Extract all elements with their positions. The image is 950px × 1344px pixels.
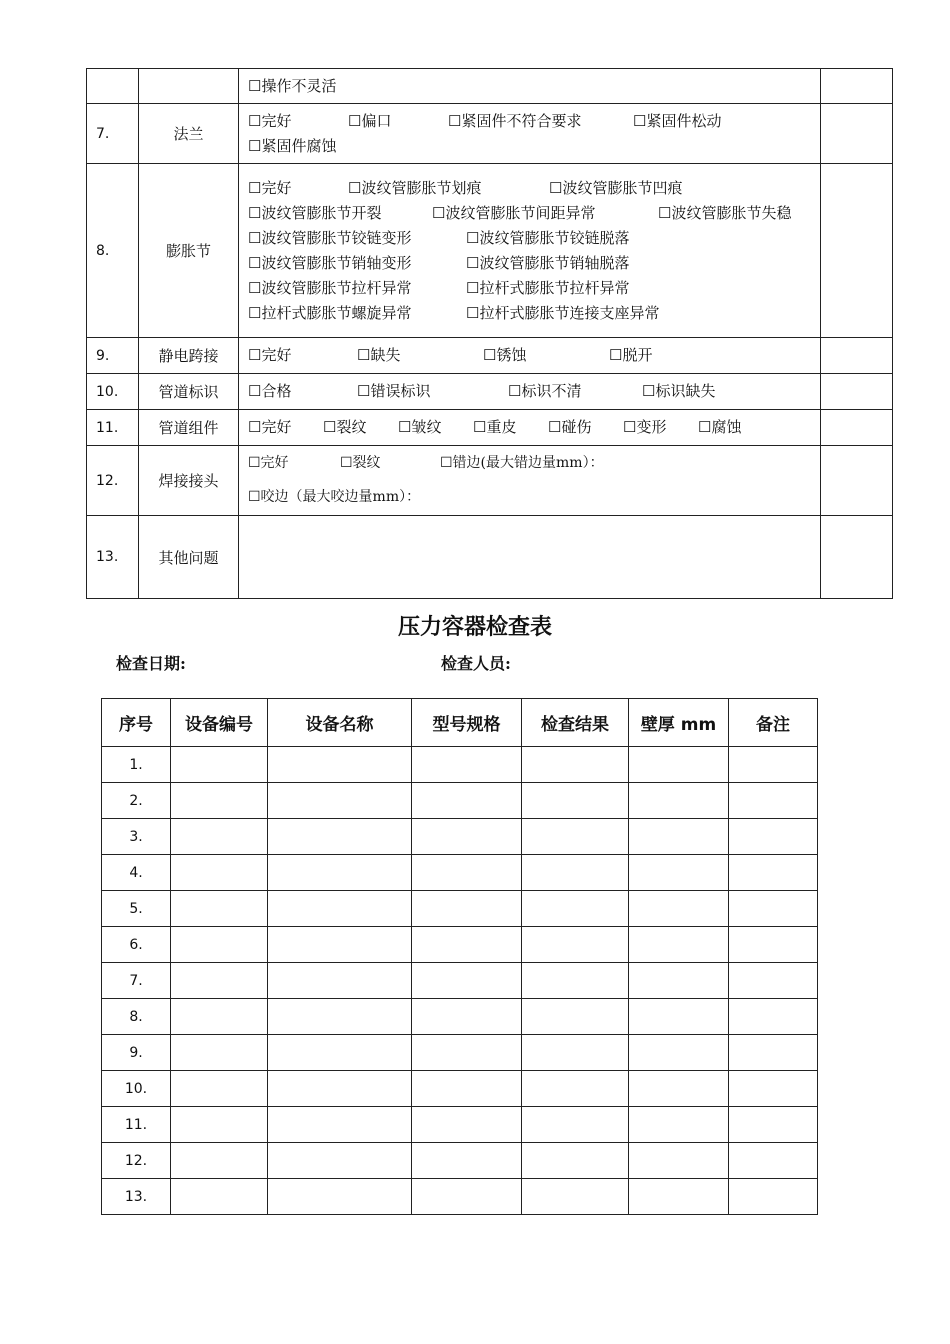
header-cell-model: 型号规格 — [412, 699, 522, 747]
table-cell[interactable] — [412, 927, 522, 963]
checkbox-option[interactable]: ☐碰伤 — [548, 418, 592, 436]
table-row — [102, 1107, 818, 1143]
table-row — [87, 410, 893, 446]
table-cell[interactable] — [629, 1035, 729, 1071]
table-cell[interactable] — [268, 927, 412, 963]
vessel-table-body — [102, 747, 818, 1215]
inspection-date-label: 检查日期: — [116, 654, 186, 673]
row-number: 6. — [102, 927, 171, 963]
table-row — [87, 338, 893, 374]
table-cell[interactable] — [412, 891, 522, 927]
table-cell[interactable] — [412, 1107, 522, 1143]
checkbox-option[interactable]: ☐波纹管膨胀节销轴脱落 — [466, 253, 630, 272]
table-row — [102, 1143, 818, 1179]
section-title: 压力容器检查表 — [397, 614, 552, 640]
checkbox-option[interactable]: ☐锈蚀 — [483, 346, 527, 364]
checkbox-option[interactable]: ☐波纹管膨胀节凹痕 — [549, 178, 683, 197]
table-row — [102, 1071, 818, 1107]
item-name: 静电跨接 — [139, 338, 239, 374]
item-name: 管道标识 — [139, 374, 239, 410]
row-number: 8. — [102, 999, 171, 1035]
table-cell[interactable] — [268, 1107, 412, 1143]
item-name: 法兰 — [139, 104, 239, 164]
checkbox-option[interactable]: ☐裂纹 — [323, 418, 367, 436]
remark-cell — [821, 446, 893, 516]
item-name: 管道组件 — [139, 410, 239, 446]
table-cell[interactable] — [522, 783, 629, 819]
checkbox-option[interactable]: ☐错边(最大错边量mm）： — [440, 455, 604, 471]
table-cell[interactable] — [522, 999, 629, 1035]
table-cell[interactable] — [629, 1107, 729, 1143]
table-cell[interactable] — [412, 999, 522, 1035]
checkbox-option[interactable]: ☐咬边（最大咬边量mm）： — [248, 489, 421, 505]
table-row — [87, 446, 893, 516]
table-cell[interactable] — [522, 963, 629, 999]
table-cell[interactable] — [522, 1071, 629, 1107]
table-cell[interactable] — [171, 999, 268, 1035]
table-cell[interactable] — [412, 783, 522, 819]
header-cell-equipment-name: 设备名称 — [268, 699, 412, 747]
row-number: 3. — [102, 819, 171, 855]
checkbox-option[interactable]: ☐重皮 — [473, 418, 517, 436]
checkbox-option[interactable]: ☐波纹管膨胀节划痕 — [348, 178, 482, 197]
checkbox-option[interactable]: ☐合格 — [248, 382, 292, 400]
header-cell-remark: 备注 — [729, 699, 818, 747]
table-cell[interactable] — [729, 747, 818, 783]
item-name: 其他问题 — [139, 516, 239, 599]
table-cell[interactable] — [729, 927, 818, 963]
header-cell-thickness: 壁厚 mm — [629, 699, 729, 747]
table-cell[interactable] — [522, 819, 629, 855]
checkbox-option[interactable]: ☐拉杆式膨胀节连接支座异常 — [466, 303, 660, 322]
table-cell[interactable] — [171, 783, 268, 819]
table-cell[interactable] — [268, 855, 412, 891]
checkbox-option[interactable]: ☐脱开 — [609, 346, 653, 364]
table-cell[interactable] — [268, 1179, 412, 1215]
remark-cell — [821, 374, 893, 410]
row-number: 12. — [102, 1143, 171, 1179]
remark-cell — [821, 338, 893, 374]
table-cell[interactable] — [629, 1143, 729, 1179]
table-cell[interactable] — [629, 963, 729, 999]
table-cell[interactable] — [629, 1179, 729, 1215]
table-cell[interactable] — [729, 1071, 818, 1107]
checkbox-option[interactable]: ☐紧固件腐蚀 — [248, 136, 337, 155]
table-cell[interactable] — [729, 1143, 818, 1179]
checkbox-option[interactable]: ☐紧固件松动 — [633, 111, 722, 130]
row-number — [87, 69, 139, 104]
table-cell[interactable] — [729, 783, 818, 819]
remark-cell — [821, 516, 893, 599]
row-number: 10. — [87, 374, 139, 410]
pipe-inspection-table — [86, 68, 893, 599]
table-cell[interactable] — [729, 999, 818, 1035]
checkbox-option[interactable]: ☐变形 — [623, 418, 667, 436]
checkbox-option[interactable]: ☐波纹管膨胀节开裂 — [248, 203, 382, 222]
remark-cell — [821, 410, 893, 446]
table-cell[interactable] — [629, 891, 729, 927]
table-row — [102, 819, 818, 855]
remark-cell — [821, 69, 893, 104]
table-cell[interactable] — [629, 747, 729, 783]
table-cell[interactable] — [171, 855, 268, 891]
options-cell — [239, 410, 821, 446]
row-number: 1. — [102, 747, 171, 783]
table-cell[interactable] — [412, 819, 522, 855]
table-cell[interactable] — [412, 747, 522, 783]
checkbox-option[interactable]: ☐腐蚀 — [698, 418, 742, 436]
checkbox-option[interactable]: ☐完好 — [248, 455, 289, 471]
header-cell-seq: 序号 — [102, 699, 171, 747]
row-number: 4. — [102, 855, 171, 891]
checkbox-option[interactable]: ☐波纹管膨胀节铰链变形 — [248, 228, 412, 247]
inspector-label: 检查人员: — [441, 654, 511, 673]
table-cell[interactable] — [268, 783, 412, 819]
row-number: 9. — [102, 1035, 171, 1071]
checkbox-option[interactable]: ☐偏口 — [348, 111, 392, 130]
table-cell[interactable] — [522, 891, 629, 927]
table-cell[interactable] — [171, 1035, 268, 1071]
table-row — [102, 963, 818, 999]
row-number: 12. — [87, 446, 139, 516]
table-row — [102, 891, 818, 927]
checkbox-option[interactable]: ☐波纹管膨胀节铰链脱落 — [466, 228, 630, 247]
table-row — [102, 927, 818, 963]
table-row — [102, 1179, 818, 1215]
row-number: 9. — [87, 338, 139, 374]
table-cell[interactable] — [522, 1179, 629, 1215]
checkbox-option[interactable]: ☐缺失 — [357, 346, 401, 364]
item-name — [139, 69, 239, 104]
options-cell[interactable] — [239, 516, 821, 599]
row-number: 8. — [87, 164, 139, 338]
checkbox-option[interactable]: ☐皱纹 — [398, 418, 442, 436]
header-cell-result: 检查结果 — [522, 699, 629, 747]
row-number: 7. — [102, 963, 171, 999]
row-number: 13. — [87, 516, 139, 599]
table-row — [87, 374, 893, 410]
table-cell[interactable] — [412, 963, 522, 999]
table-cell[interactable] — [522, 855, 629, 891]
pressure-vessel-table — [101, 698, 818, 1215]
table-cell[interactable] — [171, 747, 268, 783]
checkbox-option[interactable]: ☐标识缺失 — [642, 382, 716, 400]
table-cell[interactable] — [171, 819, 268, 855]
table-row — [102, 783, 818, 819]
checkbox-option[interactable]: ☐完好 — [248, 418, 292, 436]
row-number: 7. — [87, 104, 139, 164]
checkbox-option[interactable]: ☐标识不清 — [508, 382, 582, 400]
checkbox-option[interactable]: ☐完好 — [248, 111, 292, 130]
table-row — [87, 104, 893, 164]
table-cell[interactable] — [729, 819, 818, 855]
checkbox-option[interactable]: ☐波纹管膨胀节失稳 — [658, 203, 792, 222]
table-cell[interactable] — [522, 1107, 629, 1143]
table-cell[interactable] — [171, 891, 268, 927]
checkbox-option[interactable]: ☐错误标识 — [357, 382, 431, 400]
checkbox-option[interactable]: ☐完好 — [248, 346, 292, 364]
item-name: 膨胀节 — [139, 164, 239, 338]
table-cell[interactable] — [412, 1035, 522, 1071]
table-row — [102, 999, 818, 1035]
row-number: 2. — [102, 783, 171, 819]
table-cell[interactable] — [629, 855, 729, 891]
table-row — [87, 516, 893, 599]
checkbox-option[interactable]: ☐波纹管膨胀节拉杆异常 — [248, 278, 412, 297]
row-number: 5. — [102, 891, 171, 927]
table-cell[interactable] — [412, 1143, 522, 1179]
table-row — [102, 1035, 818, 1071]
table-cell[interactable] — [412, 1179, 522, 1215]
checkbox-option[interactable]: ☐拉杆式膨胀节螺旋异常 — [248, 303, 412, 322]
checkbox-option[interactable]: ☐完好 — [248, 178, 292, 197]
checkbox-option[interactable]: ☐紧固件不符合要求 — [448, 111, 582, 130]
checkbox-option[interactable]: ☐裂纹 — [340, 455, 381, 471]
row-number: 13. — [102, 1179, 171, 1215]
row-number: 10. — [102, 1071, 171, 1107]
table-cell[interactable] — [171, 927, 268, 963]
table-cell[interactable] — [268, 891, 412, 927]
table-cell[interactable] — [412, 1071, 522, 1107]
table-row — [87, 69, 893, 104]
table-cell[interactable] — [268, 963, 412, 999]
table-cell[interactable] — [522, 1035, 629, 1071]
table-cell[interactable] — [268, 819, 412, 855]
row-number: 11. — [102, 1107, 171, 1143]
table-row — [87, 164, 893, 338]
table-cell[interactable] — [171, 1143, 268, 1179]
options-cell — [239, 374, 821, 410]
options-cell — [239, 164, 821, 338]
table-row — [102, 855, 818, 891]
table-cell[interactable] — [171, 1071, 268, 1107]
remark-cell — [821, 164, 893, 338]
row-number: 11. — [87, 410, 139, 446]
table-cell[interactable] — [171, 963, 268, 999]
table-cell[interactable] — [522, 927, 629, 963]
table-cell[interactable] — [729, 1035, 818, 1071]
table-cell[interactable] — [268, 1071, 412, 1107]
table-cell[interactable] — [629, 783, 729, 819]
table-cell[interactable] — [729, 1179, 818, 1215]
checkbox-option[interactable]: ☐操作不灵活 — [248, 76, 337, 95]
table-cell[interactable] — [268, 1035, 412, 1071]
table-cell[interactable] — [729, 963, 818, 999]
options-cell — [239, 338, 821, 374]
table-cell[interactable] — [171, 1107, 268, 1143]
table-cell[interactable] — [171, 1179, 268, 1215]
item-name: 焊接接头 — [139, 446, 239, 516]
checkbox-option[interactable]: ☐波纹管膨胀节销轴变形 — [248, 253, 412, 272]
header-row — [102, 699, 818, 747]
table-row — [102, 747, 818, 783]
table-cell[interactable] — [412, 855, 522, 891]
table-cell[interactable] — [629, 1071, 729, 1107]
table-cell[interactable] — [268, 747, 412, 783]
table-cell[interactable] — [268, 999, 412, 1035]
checkbox-option[interactable]: ☐拉杆式膨胀节拉杆异常 — [466, 278, 630, 297]
table-cell[interactable] — [522, 1143, 629, 1179]
table-cell[interactable] — [729, 1107, 818, 1143]
options-cell — [239, 104, 821, 164]
header-cell-equipment-no: 设备编号 — [171, 699, 268, 747]
table-cell[interactable] — [729, 855, 818, 891]
checkbox-option[interactable]: ☐波纹管膨胀节间距异常 — [432, 203, 596, 222]
table-cell[interactable] — [268, 1143, 412, 1179]
remark-cell — [821, 104, 893, 164]
options-cell — [239, 446, 821, 516]
table-cell[interactable] — [729, 891, 818, 927]
table-cell[interactable] — [629, 819, 729, 855]
table-cell[interactable] — [629, 999, 729, 1035]
table-cell[interactable] — [629, 927, 729, 963]
options-cell — [239, 69, 821, 104]
table-cell[interactable] — [522, 747, 629, 783]
